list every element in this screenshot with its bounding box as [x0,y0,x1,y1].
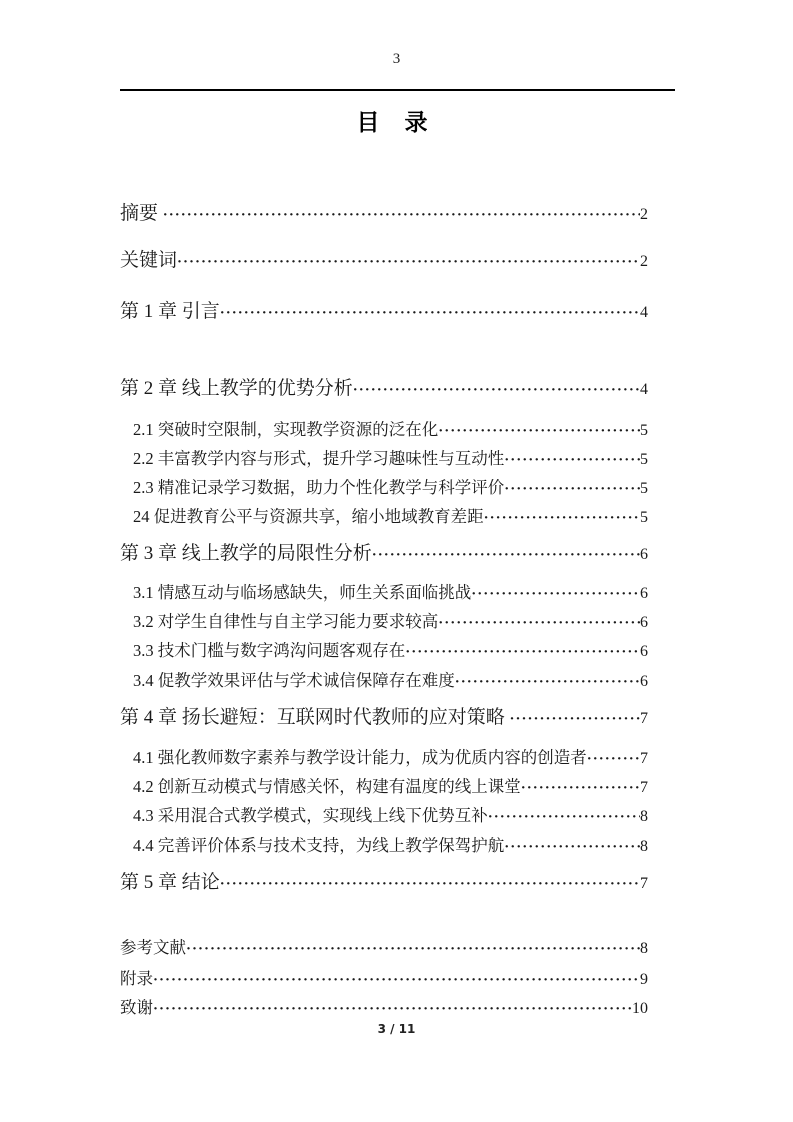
dot-leader [521,778,640,797]
toc-entry [120,250,648,272]
dot-leader [504,479,640,498]
toc-entry-page: 5 [640,480,648,497]
toc-entry-page: 9 [640,971,648,988]
toc-entry-label: 第 1 章 引言 [120,301,220,322]
toc-entry [120,999,648,1018]
toc-title: 目 录 [356,110,429,135]
dot-leader [510,707,640,729]
toc-entry [133,450,648,469]
toc-entry-page: 8 [640,940,648,957]
dot-leader [438,613,640,632]
dot-leader [504,450,640,469]
toc-entry-label: 3.2 对学生自律性与自主学习能力要求较高 [133,612,439,631]
dot-leader [484,508,640,527]
toc-entry [133,837,648,856]
toc-entry-page: 7 [640,875,648,892]
toc-entry-page: 8 [640,808,648,825]
dot-leader [504,837,640,856]
toc-entry-page: 5 [640,451,648,468]
toc-entry [133,749,648,768]
toc-entry-label: 3.3 技术门槛与数字鸿沟问题客观存在 [133,641,406,660]
dot-leader [177,250,640,272]
toc-entry-page: 8 [640,838,648,855]
dot-leader [153,970,640,989]
toc-entry-label: 2.1 突破时空限制，实现教学资源的泛在化 [133,420,439,439]
toc-entry [120,203,648,225]
toc-entry-page: 6 [640,643,648,660]
toc-entry-label: 2.2 丰富教学内容与形式，提升学习趣味性与互动性 [133,449,505,468]
toc-entry-label: 第 3 章 线上教学的局限性分析 [120,543,372,564]
toc-entry [120,378,648,400]
toc-entry [133,584,648,603]
toc-entry-page: 2 [640,253,648,270]
toc-entry [133,421,648,440]
toc-entry-page: 7 [640,779,648,796]
toc-entry-page: 5 [640,509,648,526]
toc-entry [120,872,648,894]
toc-entry-label: 4.1 强化教师数字素养与教学设计能力，成为优质内容的创造者 [133,748,587,767]
toc-entry-page: 2 [640,206,648,223]
toc-entry [133,672,648,691]
toc-entry [120,970,648,989]
footer-page-indicator: 3 / 11 [377,1022,416,1036]
toc-entry [120,939,648,958]
toc-entry-label: 2.3 精准记录学习数据，助力个性化教学与科学评价 [133,478,505,497]
toc-entry-page: 4 [640,304,648,321]
toc-entry-label: 4.2 创新互动模式与情感关怀，构建有温度的线上课堂 [133,777,521,796]
toc-entry [120,301,648,323]
dot-leader [488,807,640,826]
toc-entry-label: 第 2 章 线上教学的优势分析 [120,378,353,399]
toc-entry [133,642,648,661]
toc-entry [133,613,648,632]
toc-entry-label: 第 4 章 扬长避短：互联网时代教师的应对策略 [120,707,510,728]
dot-leader [153,999,632,1018]
toc-entry-page: 5 [640,422,648,439]
dot-leader [471,584,640,603]
dot-leader [438,421,640,440]
toc-entry-label: 致谢 [120,998,153,1017]
toc-entry-label: 参考文献 [120,938,186,957]
toc-entry [133,807,648,826]
toc-entry-label: 第 5 章 结论 [120,872,220,893]
toc-entry-label: 4.4 完善评价体系与技术支持，为线上教学保驾护航 [133,836,505,855]
toc-entry [133,508,648,527]
dot-leader [163,203,640,225]
toc-entry-page: 7 [640,710,648,727]
toc-entry-label: 3.4 促教学效果评估与学术诚信保障存在难度 [133,671,455,690]
toc-entry-label: 4.3 采用混合式教学模式，实现线上线下优势互补 [133,806,488,825]
dot-leader [587,749,640,768]
dot-leader [353,378,640,400]
toc-entry-label: 关键词 [120,250,178,271]
dot-leader [220,301,640,323]
toc-entry [133,479,648,498]
header-page-number: 3 [392,51,401,67]
toc-entry-label: 3.1 情感互动与临场感缺失，师生关系面临挑战 [133,583,472,602]
toc-entry-label: 24 促进教育公平与资源共享，缩小地域教育差距 [133,507,484,526]
header-divider-rule [120,89,675,91]
toc-entry-page: 6 [640,585,648,602]
dot-leader [372,543,640,565]
toc-entry-page: 7 [640,750,648,767]
toc-entry-page: 10 [632,1000,648,1017]
toc-entry-label: 摘要 [120,203,163,224]
toc-entry [120,707,648,729]
toc-entry-label: 附录 [120,969,153,988]
toc-entry-page: 4 [640,381,648,398]
toc-entry [133,778,648,797]
dot-leader [220,872,640,894]
toc-entry-page: 6 [640,546,648,563]
dot-leader [405,642,640,661]
toc-entry-page: 6 [640,673,648,690]
toc-entry-page: 6 [640,614,648,631]
dot-leader [455,672,640,691]
dot-leader [186,939,640,958]
toc-entry [120,543,648,565]
